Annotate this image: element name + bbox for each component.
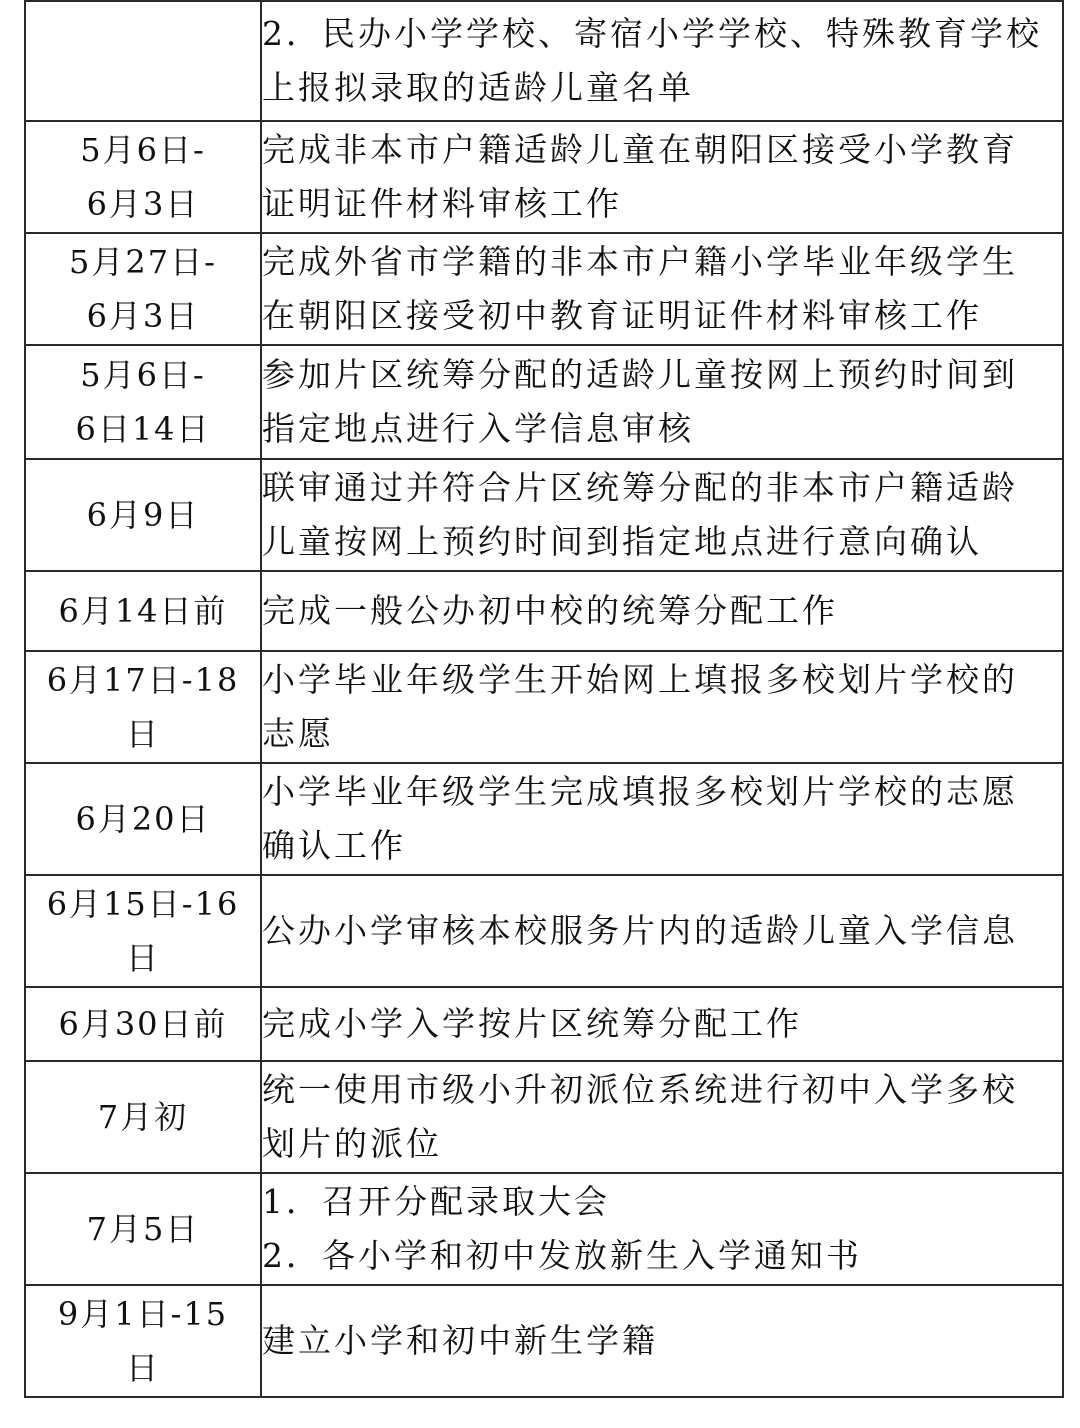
- task-cell: [261, 763, 1063, 875]
- date-text: 日: [125, 939, 160, 977]
- task-cell: [261, 651, 1063, 763]
- task-cell: [261, 233, 1063, 345]
- date-text: 6月14日前: [58, 592, 228, 630]
- date-cell: [25, 571, 261, 651]
- task-cell: [261, 1173, 1063, 1285]
- task-text-line: 证明证件材料审核工作: [262, 184, 622, 223]
- task-cell: [261, 1, 1063, 121]
- task-text-line: 小学毕业年级学生完成填报多校划片学校的志愿: [262, 772, 1018, 811]
- task-text-line: 2．各小学和初中发放新生入学通知书: [262, 1236, 862, 1275]
- schedule-row: [25, 1173, 1063, 1285]
- date-text: 6月9日: [86, 496, 200, 534]
- date-text: 6月20日: [75, 800, 211, 838]
- date-cell: [25, 233, 261, 345]
- date-cell: [25, 1173, 261, 1285]
- date-text: 6月3日: [86, 185, 200, 223]
- schedule-row: [25, 1, 1063, 121]
- task-text-line: 完成外省市学籍的非本市户籍小学毕业年级学生: [262, 242, 1018, 281]
- date-text: 6月30日前: [58, 1005, 228, 1043]
- date-cell: [25, 987, 261, 1061]
- task-text-line: 完成小学入学按片区统筹分配工作: [262, 1004, 802, 1043]
- date-cell: [25, 763, 261, 875]
- task-text-line: 统一使用市级小升初派位系统进行初中入学多校: [262, 1070, 1018, 1109]
- schedule-row: [25, 121, 1063, 233]
- date-cell: [25, 875, 261, 987]
- task-text-line: 确认工作: [262, 826, 406, 865]
- task-text-line: 在朝阳区接受初中教育证明证件材料审核工作: [262, 296, 982, 335]
- schedule-row: [25, 345, 1063, 459]
- task-cell: [261, 987, 1063, 1061]
- task-text-line: 1．召开分配录取大会: [262, 1182, 610, 1221]
- date-text: 6月15日-16: [46, 885, 240, 923]
- date-text: 9月1日-15: [57, 1295, 229, 1333]
- task-cell: [261, 345, 1063, 459]
- date-text: 日: [125, 1349, 160, 1387]
- task-cell: [261, 121, 1063, 233]
- task-text-line: 完成一般公办初中校的统筹分配工作: [262, 591, 838, 630]
- schedule-row: [25, 571, 1063, 651]
- task-text-line: 联审通过并符合片区统筹分配的非本市户籍适龄: [262, 468, 1018, 507]
- schedule-row: [25, 1285, 1063, 1397]
- schedule-row: [25, 459, 1063, 571]
- date-text: 5月6日-: [80, 356, 206, 394]
- task-text-line: 建立小学和初中新生学籍: [262, 1321, 658, 1360]
- schedule-table-body: [25, 1, 1063, 1397]
- schedule-row: [25, 1061, 1063, 1173]
- date-cell: [25, 1061, 261, 1173]
- schedule-row: [25, 987, 1063, 1061]
- task-cell: [261, 1061, 1063, 1173]
- schedule-row: [25, 763, 1063, 875]
- task-cell: [261, 459, 1063, 571]
- task-text-line: 完成非本市户籍适龄儿童在朝阳区接受小学教育: [262, 130, 1018, 169]
- enrollment-schedule-table: [24, 0, 1064, 1398]
- date-text: 5月27日-: [69, 243, 217, 281]
- task-text-line: 志愿: [262, 714, 334, 753]
- task-text-line: 2．民办小学学校、寄宿小学学校、特殊教育学校: [262, 14, 1042, 53]
- date-cell: [25, 459, 261, 571]
- date-text: 6日14日: [75, 410, 211, 448]
- date-text: 6月17日-18: [46, 661, 240, 699]
- date-text: 5月6日-: [80, 131, 206, 169]
- task-text-line: 上报拟录取的适龄儿童名单: [262, 68, 694, 107]
- task-text-line: 划片的派位: [262, 1124, 442, 1163]
- date-text: 6月3日: [86, 297, 200, 335]
- task-text-line: 儿童按网上预约时间到指定地点进行意向确认: [262, 522, 982, 561]
- schedule-row: [25, 875, 1063, 987]
- date-cell: [25, 345, 261, 459]
- date-cell: [25, 121, 261, 233]
- date-cell: [25, 651, 261, 763]
- schedule-row: [25, 651, 1063, 763]
- task-cell: [261, 1285, 1063, 1397]
- schedule-row: [25, 233, 1063, 345]
- task-cell: [261, 571, 1063, 651]
- task-text-line: 指定地点进行入学信息审核: [262, 409, 694, 448]
- task-text-line: 参加片区统筹分配的适龄儿童按网上预约时间到: [262, 355, 1018, 394]
- task-text-line: 公办小学审核本校服务片内的适龄儿童入学信息: [262, 911, 1018, 950]
- task-text-line: 小学毕业年级学生开始网上填报多校划片学校的: [262, 660, 1018, 699]
- date-text: 7月初: [97, 1098, 189, 1136]
- date-text: 日: [125, 715, 160, 753]
- date-text: 7月5日: [86, 1210, 200, 1248]
- date-cell: [25, 1285, 261, 1397]
- task-cell: [261, 875, 1063, 987]
- date-cell: [25, 1, 261, 121]
